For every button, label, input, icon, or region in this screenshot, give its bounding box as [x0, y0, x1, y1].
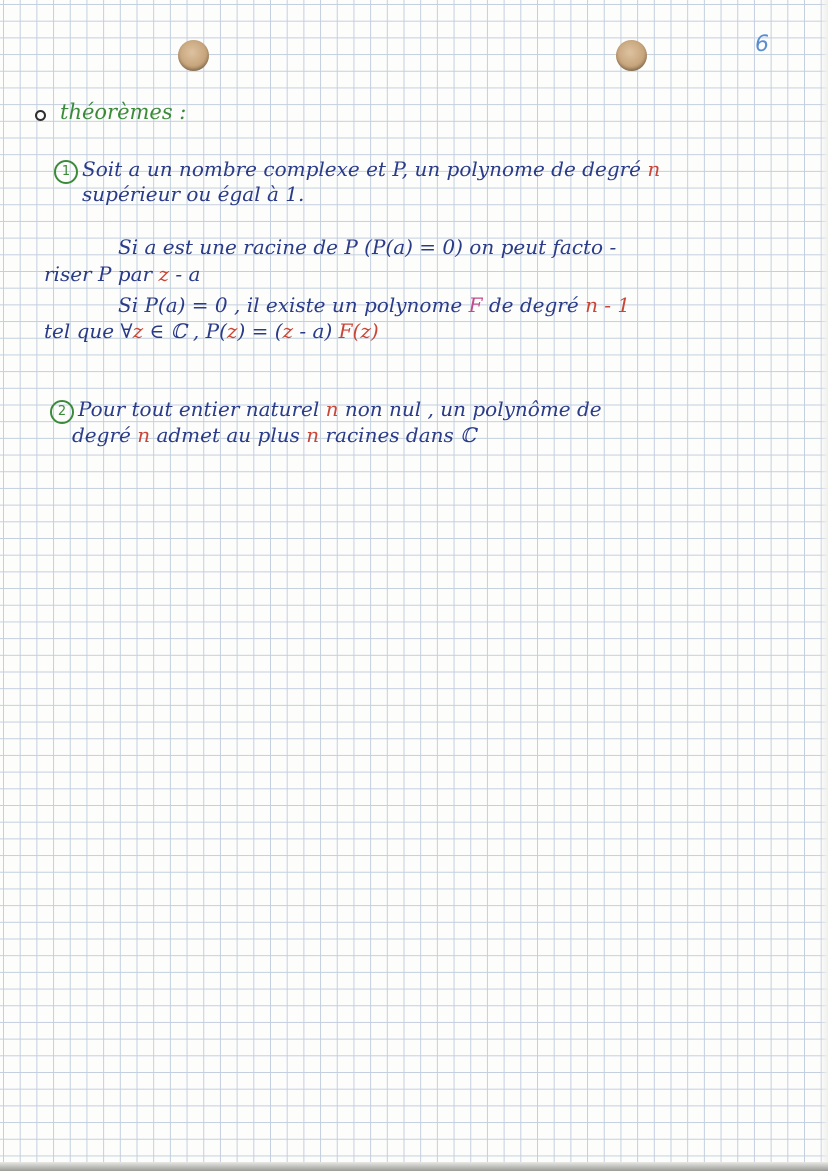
text: admet au plus: [150, 423, 307, 447]
theorem-2-number: 2: [50, 400, 74, 424]
theorem-1-line-6: [44, 320, 379, 342]
var-F-z: F(z): [338, 319, 379, 343]
var-z: z: [132, 319, 144, 343]
theorem-1-number: 1: [54, 160, 78, 184]
text: ) = (: [237, 319, 283, 343]
text: ∈ ℂ , P(: [143, 319, 227, 343]
bullet-icon: [35, 110, 46, 121]
theorem-2-line-1: [78, 398, 602, 420]
var-n: n: [137, 423, 151, 447]
text: non nul , un polynôme de: [338, 397, 602, 421]
text: - a): [293, 319, 339, 343]
punch-hole-right: [616, 40, 647, 71]
var-F: F: [468, 293, 483, 317]
text: Si P(a) = 0 , il existe un polynome: [118, 293, 469, 317]
text: riser P par: [44, 262, 159, 286]
text: degré: [72, 423, 138, 447]
theorem-1-line-4: [44, 263, 200, 285]
punch-hole-left: [178, 40, 209, 71]
section-heading: théorèmes :: [60, 100, 187, 124]
var-n: n: [647, 157, 661, 181]
var-n: n: [306, 423, 320, 447]
text: racines dans ℂ: [319, 423, 477, 447]
text: Pour tout entier naturel: [78, 397, 326, 421]
text: Soit a un nombre complexe et P, un polynome de degré: [82, 157, 648, 181]
theorem-1-line-5: [118, 294, 630, 316]
var-z: z: [226, 319, 238, 343]
text: - a: [168, 262, 201, 286]
var-z: z: [282, 319, 294, 343]
theorem-2-line-2: [72, 424, 476, 446]
theorem-1-line-1: [82, 158, 660, 180]
theorem-1-line-2: supérieur ou égal à 1.: [82, 182, 305, 206]
text: de degré: [482, 293, 586, 317]
text: tel que ∀: [44, 319, 133, 343]
paper-edge-right: [820, 0, 828, 1171]
var-n-minus-1: n - 1: [585, 293, 631, 317]
var-z: z: [158, 262, 169, 286]
paper-edge-bottom: [0, 1162, 828, 1171]
var-n: n: [325, 397, 339, 421]
theorem-1-line-3: Si a est une racine de P (P(a) = 0) on peut facto -: [118, 235, 617, 259]
page-number: 6: [755, 32, 769, 57]
